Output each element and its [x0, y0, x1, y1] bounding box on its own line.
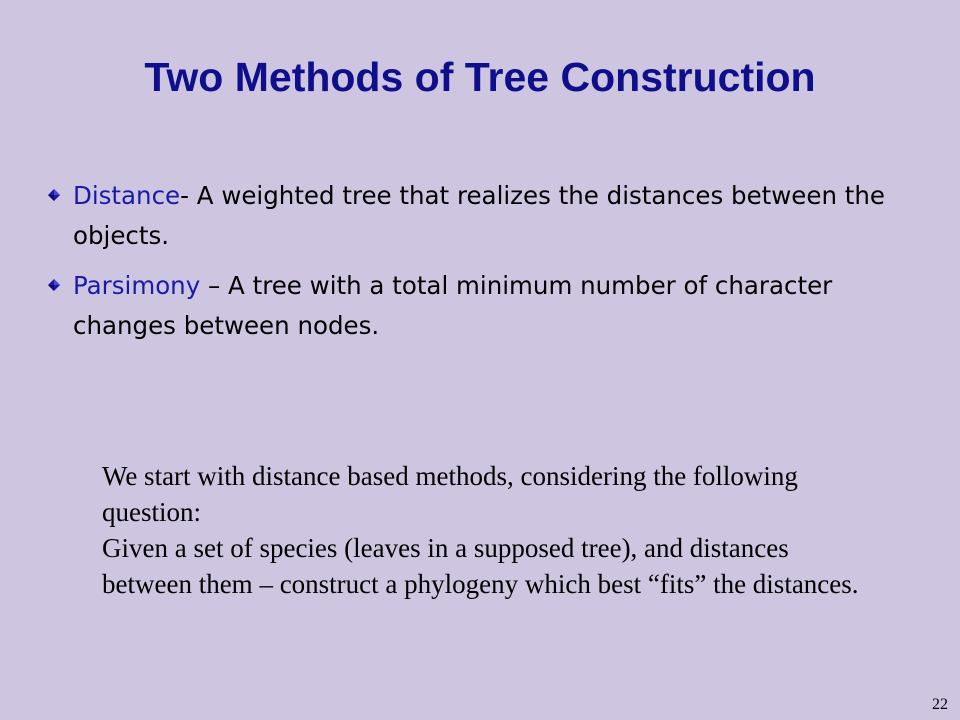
note-line-1: We start with distance based methods, considering the following question: [102, 461, 798, 527]
page-number: 22 [932, 696, 948, 713]
diamond-bullet-icon [48, 279, 60, 291]
bullet-item-distance [48, 176, 928, 256]
bullet-item-parsimony [48, 266, 928, 346]
slide-title: Two Methods of Tree Construction [144, 54, 816, 100]
diamond-bullet-icon [48, 189, 60, 201]
bullet-text: - A weighted tree that realizes the distances between the objects. [73, 181, 885, 250]
bullet-list [48, 176, 928, 356]
note-text-block [102, 458, 862, 602]
bullet-term: Parsimony [73, 271, 201, 300]
note-line-2: Given a set of species (leaves in a supposed tree), and distances between them – construct a phylogeny which best “fits” the distances. [102, 533, 859, 599]
bullet-text: – A tree with a total minimum number of character changes between nodes. [73, 271, 833, 340]
bullet-term: Distance [73, 181, 181, 210]
